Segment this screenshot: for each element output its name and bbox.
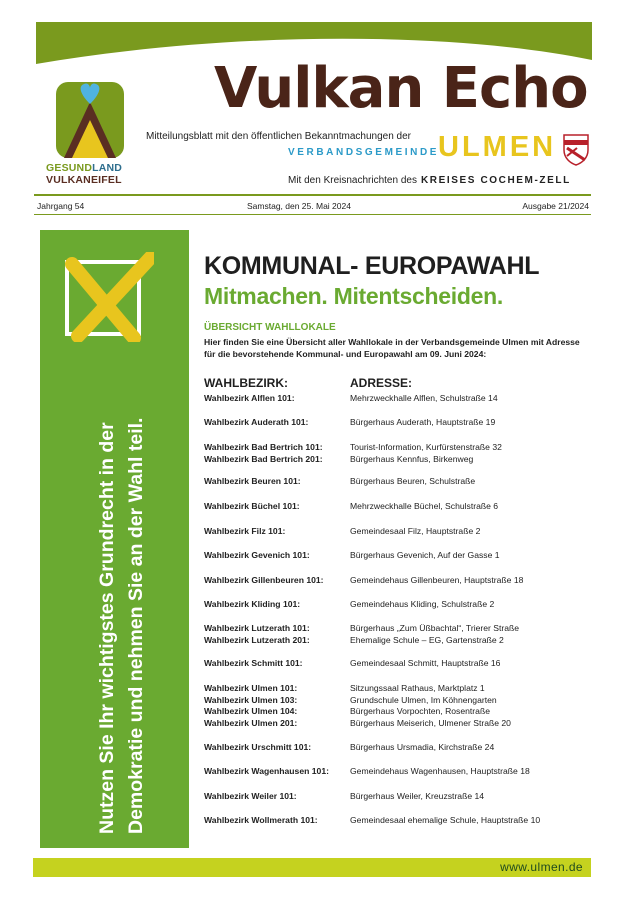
column-header-bezirk: WAHLBEZIRK: [204, 376, 288, 390]
adresse-cell: Bürgerhaus Beuren, Schulstraße [350, 476, 476, 486]
adresse-cell: Bürgerhaus Auderath, Hauptstraße 19 [350, 417, 496, 427]
adresse-cell: Mehrzweckhalle Alflen, Schulstraße 14 [350, 393, 498, 403]
table-line [204, 815, 589, 827]
adresse-cell: Gemeindehaus Gillenbeuren, Hauptstraße 18 [350, 575, 524, 585]
table-row [204, 417, 589, 429]
table-row [204, 526, 589, 538]
table-row [204, 766, 589, 778]
table-line [204, 742, 589, 754]
table-row [204, 501, 589, 513]
adresse-cell: Gemeindesaal Schmitt, Hauptstraße 16 [350, 658, 501, 668]
wahlbezirk-cell: Wahlbezirk Büchel 101: [204, 501, 300, 511]
wahlbezirk-cell: Wahlbezirk Gevenich 101: [204, 550, 310, 560]
table-row [204, 599, 589, 611]
adresse-cell: Bürgerhaus „Zum Üßbachtal“, Trierer Straße [350, 623, 520, 633]
table-row [204, 742, 589, 754]
adresse-cell: Mehrzweckhalle Büchel, Schulstraße 6 [350, 501, 499, 511]
adresse-cell: Grundschule Ulmen, Im Köhnengarten [350, 694, 497, 705]
adresse-cell: Bürgerhaus Kennfus, Birkenweg [350, 453, 474, 464]
wahlbezirk-cell: Wahlbezirk Ulmen 103: [204, 694, 298, 705]
section-title: ÜBERSICHT WAHLLOKALE [204, 322, 336, 333]
ulmen-wordmark: ULMEN [438, 131, 557, 163]
wahlbezirk-cell: Wahlbezirk Bad Bertrich 101: [204, 442, 323, 452]
issue-date: Samstag, den 25. Mai 2024 [247, 201, 351, 211]
verbandsgemeinde-label: VERBANDSGEMEINDE [288, 147, 440, 158]
ulmen-crest-icon [563, 134, 589, 166]
table-line [204, 393, 589, 405]
table-line [204, 476, 589, 488]
table-line [204, 766, 589, 778]
table-row [204, 393, 589, 405]
wahlbezirk-cell: Wahlbezirk Ulmen 101: [204, 683, 298, 693]
table-row [204, 791, 589, 803]
wahlbezirk-cell: Wahlbezirk Beuren 101: [204, 476, 301, 486]
intro-prefix: Hier finden Sie eine Übersicht aller Wahllokale in der Verbandsgemeinde Ulmen mit Adresse für die bevorstehende Kommunal- und Europawahl am [204, 337, 580, 360]
intro-text [204, 336, 589, 360]
footer-url[interactable]: www.ulmen.de [500, 860, 583, 874]
divider-bottom [34, 214, 591, 215]
adresse-cell: Bürgerhaus Gevenich, Auf der Gasse 1 [350, 550, 500, 560]
logo-line2: VULKANEIFEL [46, 174, 122, 186]
intro-date: 09. Juni 2024: [429, 349, 487, 360]
table-row [204, 550, 589, 562]
logo-line1a: GESUND [46, 162, 93, 174]
wahlbezirk-cell: Wahlbezirk Schmitt 101: [204, 658, 303, 668]
table-line [204, 706, 589, 718]
divider-top [34, 194, 591, 196]
table-row [204, 442, 589, 465]
wahlbezirk-cell: Wahlbezirk Gillenbeuren 101: [204, 575, 324, 585]
kreis-name: KREISES COCHEM-ZELL [420, 175, 571, 186]
headline: KOMMUNAL- EUROPAWAHL [204, 252, 540, 280]
table-line [204, 454, 589, 466]
table-line [204, 635, 589, 647]
adresse-cell: Bürgerhaus Vorpochten, Rosentraße [350, 706, 490, 716]
jahrgang: Jahrgang 54 [37, 201, 85, 211]
table-line [204, 658, 589, 670]
adresse-cell: Sitzungssaal Rathaus, Marktplatz 1 [350, 683, 485, 693]
table-line [204, 623, 589, 635]
adresse-cell: Bürgerhaus Meiserich, Ulmener Straße 20 [350, 717, 511, 728]
masthead-subtitle: Mitteilungsblatt mit den öffentlichen Bekanntmachungen der [146, 131, 411, 142]
table-line [204, 718, 589, 730]
sidebar-line2: Demokratie und nehmen Sie an der Wahl teil. [125, 417, 147, 834]
column-header-adresse: ADRESSE: [350, 376, 413, 390]
adresse-cell: Bürgerhaus Weiler, Kreuzstraße 14 [350, 791, 485, 801]
logo-line1b: LAND [92, 162, 123, 174]
adresse-cell: Gemeindesaal Filz, Hauptstraße 2 [350, 526, 481, 536]
adresse-cell: Gemeindesaal ehemalige Schule, Hauptstraße 10 [350, 815, 541, 825]
logo-wordmark [46, 162, 156, 186]
table-line [204, 417, 589, 429]
wahlbezirk-cell: Wahlbezirk Lutzerath 201: [204, 634, 310, 645]
table-line [204, 695, 589, 707]
adresse-cell: Gemeindehaus Kliding, Schulstraße 2 [350, 599, 495, 609]
table-row [204, 815, 589, 827]
wahlbezirk-cell: Wahlbezirk Wollmerath 101: [204, 815, 318, 825]
table-line [204, 550, 589, 562]
table-line [204, 526, 589, 538]
masthead-title: Vulkan Echo [214, 56, 588, 121]
table-line [204, 791, 589, 803]
wahlbezirk-cell: Wahlbezirk Weiler 101: [204, 791, 297, 801]
kreis-line [288, 175, 571, 186]
kreis-prefix: Mit den Kreisnachrichten des [288, 175, 417, 186]
table-line [204, 501, 589, 513]
sidebar-panel [40, 230, 189, 848]
wahlbezirk-cell: Wahlbezirk Bad Bertrich 201: [204, 453, 323, 464]
table-row [204, 476, 589, 488]
adresse-cell: Tourist-Information, Kurfürstenstraße 32 [350, 442, 502, 452]
table-row [204, 575, 589, 587]
table-line [204, 683, 589, 695]
wahlbezirk-cell: Wahlbezirk Alflen 101: [204, 393, 295, 403]
sidebar-slogan [93, 314, 151, 834]
footer-bar [33, 858, 591, 877]
wahlbezirk-cell: Wahlbezirk Urschmitt 101: [204, 742, 312, 752]
table-row [204, 683, 589, 729]
sidebar-line1: Nutzen Sie Ihr wichtigstes Grundrecht in der [96, 422, 118, 834]
wahlbezirk-cell: Wahlbezirk Ulmen 201: [204, 717, 298, 728]
wahlbezirk-cell: Wahlbezirk Auderath 101: [204, 417, 309, 427]
subheadline: Mitmachen. Mitentscheiden. [204, 283, 503, 309]
wahlbezirk-cell: Wahlbezirk Ulmen 104: [204, 706, 298, 716]
table-row [204, 658, 589, 670]
table-row [204, 623, 589, 646]
ausgabe: Ausgabe 21/2024 [522, 201, 589, 211]
adresse-cell: Bürgerhaus Ursmadia, Kirchstraße 24 [350, 742, 495, 752]
table-line [204, 442, 589, 454]
wahlbezirk-cell: Wahlbezirk Lutzerath 101: [204, 623, 310, 633]
table-line [204, 599, 589, 611]
table-line [204, 575, 589, 587]
adresse-cell: Gemeindehaus Wagenhausen, Hauptstraße 18 [350, 766, 530, 776]
wahlbezirk-cell: Wahlbezirk Filz 101: [204, 526, 286, 536]
wahlbezirk-cell: Wahlbezirk Kliding 101: [204, 599, 301, 609]
wahlbezirk-cell: Wahlbezirk Wagenhausen 101: [204, 766, 329, 776]
adresse-cell: Ehemalige Schule – EG, Gartenstraße 2 [350, 634, 504, 645]
